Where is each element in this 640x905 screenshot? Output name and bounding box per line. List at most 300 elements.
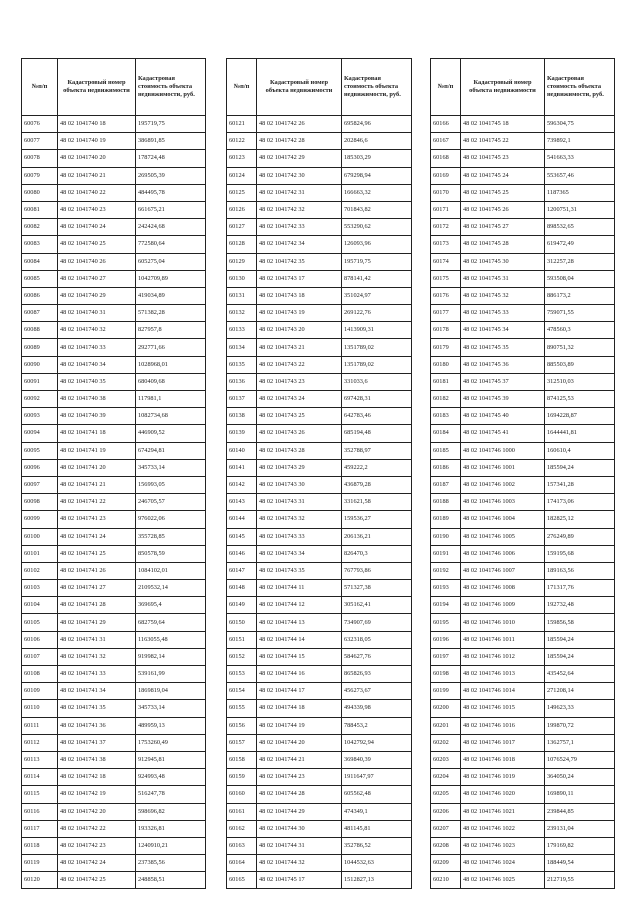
table-row (431, 476, 615, 493)
cell-num: 60193 (431, 580, 461, 597)
cell-cadastral-value: 878141,42 (342, 270, 412, 287)
cell-cadastral-value: 157341,28 (545, 476, 615, 493)
cell-cadastral-number: 48 02 1041745 31 (461, 270, 545, 287)
header-num: №п/п (431, 59, 461, 116)
table-row (22, 184, 206, 201)
table-row (227, 700, 412, 717)
cell-cadastral-number: 48 02 1041745 34 (461, 322, 545, 339)
cell-cadastral-value: 185594,24 (545, 631, 615, 648)
cell-cadastral-value: 185594,24 (545, 648, 615, 665)
cell-num: 60141 (227, 459, 257, 476)
cell-cadastral-value: 701843,82 (342, 201, 412, 218)
cell-cadastral-value: 1163055,48 (136, 631, 206, 648)
cell-num: 60085 (22, 270, 58, 287)
cell-num: 60118 (22, 837, 58, 854)
table-header-row (227, 59, 412, 116)
cell-cadastral-number: 48 02 1041744 15 (257, 648, 342, 665)
cell-num: 60094 (22, 425, 58, 442)
cell-num: 60183 (431, 408, 461, 425)
cell-cadastral-number: 48 02 1041740 18 (58, 116, 136, 133)
table-row (227, 717, 412, 734)
table-row (227, 356, 412, 373)
cell-cadastral-value: 886173,2 (545, 287, 615, 304)
cell-cadastral-number: 48 02 1041743 19 (257, 305, 342, 322)
cell-cadastral-number: 48 02 1041746 1016 (461, 717, 545, 734)
table-row (431, 872, 615, 889)
table-row (227, 511, 412, 528)
table-row (22, 219, 206, 236)
table-row (227, 631, 412, 648)
cell-cadastral-number: 48 02 1041743 25 (257, 408, 342, 425)
cell-num: 60127 (227, 219, 257, 236)
cell-cadastral-number: 48 02 1041740 35 (58, 373, 136, 390)
cell-cadastral-number: 48 02 1041740 39 (58, 408, 136, 425)
table-row (227, 150, 412, 167)
table-row (227, 425, 412, 442)
cell-cadastral-number: 48 02 1041740 32 (58, 322, 136, 339)
table-row (431, 751, 615, 768)
cell-num: 60148 (227, 580, 257, 597)
table-row (22, 700, 206, 717)
cell-cadastral-value: 1753260,49 (136, 734, 206, 751)
cell-num: 60169 (431, 167, 461, 184)
cell-num: 60174 (431, 253, 461, 270)
cell-num: 60163 (227, 837, 257, 854)
cell-cadastral-number: 48 02 1041742 29 (257, 150, 342, 167)
cell-num: 60145 (227, 528, 257, 545)
cell-cadastral-value: 195719,75 (136, 116, 206, 133)
table-row (227, 580, 412, 597)
cell-cadastral-value: 159856,58 (545, 614, 615, 631)
table-row (431, 528, 615, 545)
cell-cadastral-number: 48 02 1041740 33 (58, 339, 136, 356)
cell-num: 60082 (22, 219, 58, 236)
cell-num: 60210 (431, 872, 461, 889)
cell-cadastral-value: 242424,68 (136, 219, 206, 236)
cell-cadastral-value: 185594,24 (545, 459, 615, 476)
table-row (431, 494, 615, 511)
cell-num: 60139 (227, 425, 257, 442)
cell-cadastral-value: 632318,05 (342, 631, 412, 648)
cell-cadastral-value: 680409,68 (136, 373, 206, 390)
cell-cadastral-number: 48 02 1041744 29 (257, 803, 342, 820)
cell-cadastral-number: 48 02 1041743 23 (257, 373, 342, 390)
cell-num: 60116 (22, 803, 58, 820)
cell-cadastral-value: 598696,82 (136, 803, 206, 820)
cell-num: 60190 (431, 528, 461, 545)
cell-num: 60136 (227, 373, 257, 390)
cell-cadastral-number: 48 02 1041744 21 (257, 751, 342, 768)
table-row (227, 872, 412, 889)
cell-cadastral-value: 912945,81 (136, 751, 206, 768)
cell-num: 60160 (227, 786, 257, 803)
cell-cadastral-value: 199870,72 (545, 717, 615, 734)
cell-cadastral-value: 619472,49 (545, 236, 615, 253)
table-row (227, 391, 412, 408)
table-row (431, 545, 615, 562)
table-row (431, 837, 615, 854)
cell-num: 60098 (22, 494, 58, 511)
cell-cadastral-value: 695824,96 (342, 116, 412, 133)
table-row (227, 648, 412, 665)
table-row (431, 373, 615, 390)
table-row (431, 648, 615, 665)
cell-cadastral-number: 48 02 1041745 22 (461, 133, 545, 150)
cell-cadastral-value: 593508,04 (545, 270, 615, 287)
cell-cadastral-value: 159536,27 (342, 511, 412, 528)
cell-cadastral-value: 1351789,02 (342, 339, 412, 356)
cell-num: 60182 (431, 391, 461, 408)
table-row (227, 494, 412, 511)
table-row (22, 820, 206, 837)
cell-cadastral-value: 885503,89 (545, 356, 615, 373)
cell-cadastral-number: 48 02 1041740 27 (58, 270, 136, 287)
cell-cadastral-value: 1084102,01 (136, 562, 206, 579)
cell-num: 60076 (22, 116, 58, 133)
table-row (227, 322, 412, 339)
cell-cadastral-number: 48 02 1041745 37 (461, 373, 545, 390)
table-row (22, 511, 206, 528)
cell-num: 60197 (431, 648, 461, 665)
cell-cadastral-value: 685194,48 (342, 425, 412, 442)
cell-num: 60201 (431, 717, 461, 734)
cell-num: 60168 (431, 150, 461, 167)
cell-num: 60090 (22, 356, 58, 373)
cell-num: 60177 (431, 305, 461, 322)
table-row (227, 287, 412, 304)
cell-cadastral-number: 48 02 1041744 19 (257, 717, 342, 734)
cell-cadastral-value: 642783,46 (342, 408, 412, 425)
cell-cadastral-value: 188449,54 (545, 855, 615, 872)
cell-cadastral-value: 596304,75 (545, 116, 615, 133)
cell-cadastral-value: 305162,41 (342, 597, 412, 614)
cell-cadastral-number: 48 02 1041746 1000 (461, 442, 545, 459)
cadastral-table-3 (430, 58, 615, 889)
table-row (431, 133, 615, 150)
cell-num: 60133 (227, 322, 257, 339)
cell-cadastral-value: 734907,69 (342, 614, 412, 631)
cell-cadastral-number: 48 02 1041746 1001 (461, 459, 545, 476)
table-row (22, 769, 206, 786)
cell-cadastral-number: 48 02 1041744 18 (257, 700, 342, 717)
cell-num: 60103 (22, 580, 58, 597)
cell-cadastral-number: 48 02 1041745 36 (461, 356, 545, 373)
table-row (431, 356, 615, 373)
cell-num: 60206 (431, 803, 461, 820)
cell-cadastral-number: 48 02 1041746 1010 (461, 614, 545, 631)
table-row (22, 305, 206, 322)
cell-cadastral-number: 48 02 1041743 31 (257, 494, 342, 511)
cell-cadastral-number: 48 02 1041741 27 (58, 580, 136, 597)
cell-num: 60154 (227, 683, 257, 700)
cell-cadastral-value: 1042709,89 (136, 270, 206, 287)
table-row (227, 219, 412, 236)
table-row (431, 666, 615, 683)
cell-num: 60131 (227, 287, 257, 304)
cell-cadastral-value: 890751,32 (545, 339, 615, 356)
cell-cadastral-number: 48 02 1041746 1012 (461, 648, 545, 665)
cell-cadastral-number: 48 02 1041743 24 (257, 391, 342, 408)
cell-cadastral-number: 48 02 1041744 12 (257, 597, 342, 614)
cell-cadastral-value: 682759,64 (136, 614, 206, 631)
cell-cadastral-number: 48 02 1041742 35 (257, 253, 342, 270)
table-row (22, 683, 206, 700)
cell-cadastral-number: 48 02 1041745 32 (461, 287, 545, 304)
cell-cadastral-value: 182825,12 (545, 511, 615, 528)
cell-cadastral-number: 48 02 1041743 29 (257, 459, 342, 476)
table-row (22, 133, 206, 150)
cell-cadastral-value: 178724,48 (136, 150, 206, 167)
table-row (22, 494, 206, 511)
cell-cadastral-value: 345733,14 (136, 459, 206, 476)
cell-num: 60147 (227, 562, 257, 579)
cell-cadastral-number: 48 02 1041740 21 (58, 167, 136, 184)
table-row (22, 528, 206, 545)
cell-cadastral-number: 48 02 1041743 26 (257, 425, 342, 442)
table-row (22, 872, 206, 889)
table-row (227, 734, 412, 751)
cell-cadastral-value: 553657,46 (545, 167, 615, 184)
cell-num: 60104 (22, 597, 58, 614)
cell-num: 60084 (22, 253, 58, 270)
cell-cadastral-value: 474349,1 (342, 803, 412, 820)
table-row (227, 476, 412, 493)
cell-cadastral-value: 156993,05 (136, 476, 206, 493)
cell-cadastral-number: 48 02 1041746 1014 (461, 683, 545, 700)
cell-num: 60144 (227, 511, 257, 528)
cell-cadastral-value: 571382,28 (136, 305, 206, 322)
cell-num: 60187 (431, 476, 461, 493)
table-row (431, 614, 615, 631)
cell-cadastral-value: 169890,11 (545, 786, 615, 803)
table-row (431, 803, 615, 820)
cell-cadastral-number: 48 02 1041742 19 (58, 786, 136, 803)
cell-num: 60175 (431, 270, 461, 287)
cell-num: 60079 (22, 167, 58, 184)
cell-num: 60086 (22, 287, 58, 304)
cell-cadastral-number: 48 02 1041743 22 (257, 356, 342, 373)
table-row (431, 597, 615, 614)
table-row (431, 631, 615, 648)
cell-cadastral-value: 248858,51 (136, 872, 206, 889)
cell-num: 60123 (227, 150, 257, 167)
table-row (431, 150, 615, 167)
table-row (22, 562, 206, 579)
cell-cadastral-value: 539161,99 (136, 666, 206, 683)
cell-cadastral-number: 48 02 1041740 34 (58, 356, 136, 373)
cell-num: 60194 (431, 597, 461, 614)
cell-cadastral-value: 478560,3 (545, 322, 615, 339)
cell-cadastral-number: 48 02 1041744 23 (257, 769, 342, 786)
cell-num: 60205 (431, 786, 461, 803)
table-row (227, 305, 412, 322)
cell-num: 60203 (431, 751, 461, 768)
cell-cadastral-value: 179169,82 (545, 837, 615, 854)
table-row (22, 734, 206, 751)
cell-num: 60195 (431, 614, 461, 631)
cell-cadastral-number: 48 02 1041744 28 (257, 786, 342, 803)
header-cadastral-value: Кадастровая стоимость объекта недвижимости, руб. (342, 59, 412, 116)
cell-num: 60158 (227, 751, 257, 768)
cell-cadastral-number: 48 02 1041744 11 (257, 580, 342, 597)
cell-cadastral-number: 48 02 1041740 25 (58, 236, 136, 253)
cell-num: 60153 (227, 666, 257, 683)
cell-num: 60100 (22, 528, 58, 545)
header-num: №п/п (22, 59, 58, 116)
cell-cadastral-number: 48 02 1041742 18 (58, 769, 136, 786)
cell-cadastral-value: 459222,2 (342, 459, 412, 476)
cell-cadastral-number: 48 02 1041741 23 (58, 511, 136, 528)
cell-cadastral-value: 171317,76 (545, 580, 615, 597)
cell-num: 60143 (227, 494, 257, 511)
cell-num: 60150 (227, 614, 257, 631)
table-row (431, 184, 615, 201)
cell-cadastral-number: 48 02 1041746 1013 (461, 666, 545, 683)
cell-cadastral-number: 48 02 1041743 20 (257, 322, 342, 339)
cell-num: 60087 (22, 305, 58, 322)
table-row (22, 855, 206, 872)
table-row (431, 855, 615, 872)
cell-num: 60172 (431, 219, 461, 236)
table-row (22, 580, 206, 597)
table-row (227, 666, 412, 683)
header-cadastral-number: Кадастровый номер объекта недвижимости (461, 59, 545, 116)
cell-num: 60080 (22, 184, 58, 201)
table-row (431, 700, 615, 717)
cell-num: 60170 (431, 184, 461, 201)
cell-cadastral-value: 1042792,94 (342, 734, 412, 751)
cell-cadastral-number: 48 02 1041745 39 (461, 391, 545, 408)
cell-cadastral-value: 767793,86 (342, 562, 412, 579)
cell-cadastral-value: 436879,28 (342, 476, 412, 493)
cell-num: 60105 (22, 614, 58, 631)
cell-num: 60121 (227, 116, 257, 133)
cell-cadastral-value: 355728,85 (136, 528, 206, 545)
cell-cadastral-number: 48 02 1041742 22 (58, 820, 136, 837)
table-row (22, 167, 206, 184)
cell-cadastral-number: 48 02 1041742 31 (257, 184, 342, 201)
cell-cadastral-value: 605562,48 (342, 786, 412, 803)
header-num: №п/п (227, 59, 257, 116)
cell-cadastral-value: 1200751,31 (545, 201, 615, 218)
cell-num: 60179 (431, 339, 461, 356)
cell-cadastral-number: 48 02 1041741 35 (58, 700, 136, 717)
cell-num: 60209 (431, 855, 461, 872)
table-row (227, 769, 412, 786)
cell-num: 60115 (22, 786, 58, 803)
cell-cadastral-value: 1082734,68 (136, 408, 206, 425)
table-row (431, 562, 615, 579)
cell-num: 60152 (227, 648, 257, 665)
cell-num: 60140 (227, 442, 257, 459)
cell-num: 60102 (22, 562, 58, 579)
cell-cadastral-number: 48 02 1041741 38 (58, 751, 136, 768)
cell-cadastral-number: 48 02 1041742 30 (257, 167, 342, 184)
cell-cadastral-number: 48 02 1041741 34 (58, 683, 136, 700)
table-row (227, 442, 412, 459)
cell-cadastral-number: 48 02 1041741 37 (58, 734, 136, 751)
table-row (22, 648, 206, 665)
table-row (227, 167, 412, 184)
cell-cadastral-value: 865826,93 (342, 666, 412, 683)
cell-num: 60185 (431, 442, 461, 459)
table-row (431, 442, 615, 459)
table-row (431, 459, 615, 476)
cell-cadastral-number: 48 02 1041746 1004 (461, 511, 545, 528)
cell-num: 60077 (22, 133, 58, 150)
cell-cadastral-number: 48 02 1041742 34 (257, 236, 342, 253)
cell-num: 60114 (22, 769, 58, 786)
cell-cadastral-number: 48 02 1041740 38 (58, 391, 136, 408)
table-row (22, 322, 206, 339)
cell-num: 60095 (22, 442, 58, 459)
cell-num: 60191 (431, 545, 461, 562)
cell-cadastral-number: 48 02 1041746 1005 (461, 528, 545, 545)
cell-cadastral-number: 48 02 1041741 26 (58, 562, 136, 579)
cell-cadastral-value: 1351789,02 (342, 356, 412, 373)
cell-num: 60125 (227, 184, 257, 201)
cell-cadastral-number: 48 02 1041741 32 (58, 648, 136, 665)
cell-cadastral-value: 352786,52 (342, 837, 412, 854)
table-row (227, 236, 412, 253)
cell-num: 60178 (431, 322, 461, 339)
cell-cadastral-value: 237385,56 (136, 855, 206, 872)
cell-cadastral-number: 48 02 1041741 19 (58, 442, 136, 459)
cell-cadastral-number: 48 02 1041740 26 (58, 253, 136, 270)
cell-cadastral-number: 48 02 1041746 1019 (461, 769, 545, 786)
cell-cadastral-number: 48 02 1041745 33 (461, 305, 545, 322)
cell-num: 60167 (431, 133, 461, 150)
cell-num: 60110 (22, 700, 58, 717)
cell-cadastral-value: 481145,81 (342, 820, 412, 837)
cell-num: 60149 (227, 597, 257, 614)
cell-cadastral-value: 661675,21 (136, 201, 206, 218)
table-row (227, 837, 412, 854)
cell-cadastral-number: 48 02 1041741 36 (58, 717, 136, 734)
table-row (431, 270, 615, 287)
cell-cadastral-value: 189163,56 (545, 562, 615, 579)
cell-cadastral-value: 419034,89 (136, 287, 206, 304)
cell-cadastral-value: 827957,8 (136, 322, 206, 339)
cell-cadastral-value: 185303,29 (342, 150, 412, 167)
cell-cadastral-number: 48 02 1041743 34 (257, 545, 342, 562)
cell-num: 60192 (431, 562, 461, 579)
cell-num: 60138 (227, 408, 257, 425)
cell-cadastral-value: 679298,94 (342, 167, 412, 184)
cell-num: 60204 (431, 769, 461, 786)
cell-num: 60184 (431, 425, 461, 442)
cell-cadastral-number: 48 02 1041740 24 (58, 219, 136, 236)
table-row (431, 116, 615, 133)
cell-num: 60120 (22, 872, 58, 889)
table-row (22, 425, 206, 442)
cell-cadastral-value: 2109532,14 (136, 580, 206, 597)
cell-cadastral-value: 697428,31 (342, 391, 412, 408)
cell-cadastral-value: 489959,13 (136, 717, 206, 734)
cell-num: 60157 (227, 734, 257, 751)
table-row (22, 408, 206, 425)
cell-cadastral-value: 919982,14 (136, 648, 206, 665)
table-row (22, 236, 206, 253)
cell-cadastral-number: 48 02 1041746 1011 (461, 631, 545, 648)
cell-cadastral-number: 48 02 1041745 24 (461, 167, 545, 184)
cell-cadastral-value: 571327,38 (342, 580, 412, 597)
cell-num: 60186 (431, 459, 461, 476)
cell-cadastral-number: 48 02 1041744 13 (257, 614, 342, 631)
table-row (22, 751, 206, 768)
cell-cadastral-number: 48 02 1041742 20 (58, 803, 136, 820)
cell-num: 60078 (22, 150, 58, 167)
